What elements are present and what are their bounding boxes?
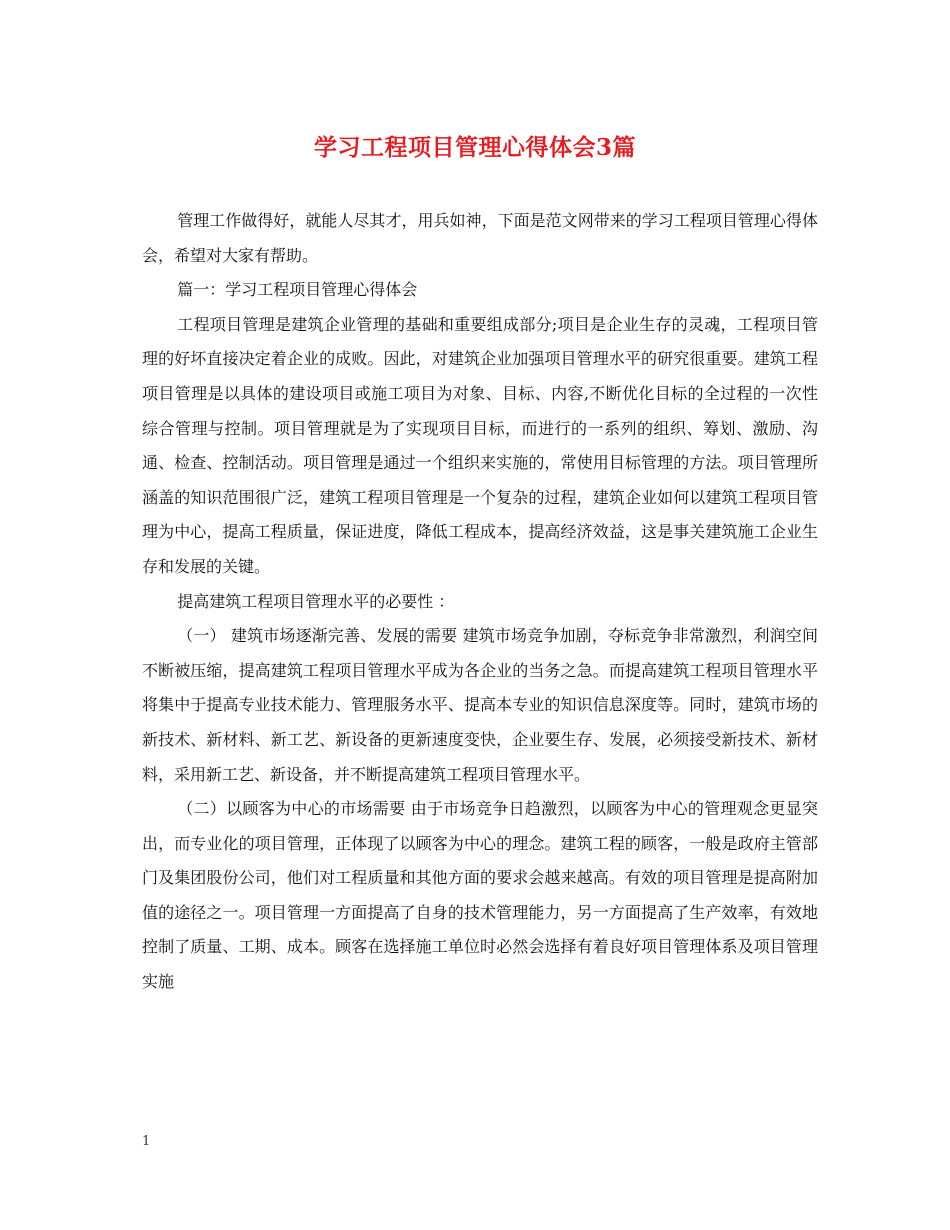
- subsection-heading: 提高建筑工程项目管理水平的必要性 ：: [177, 591, 455, 611]
- body-paragraph: （二）以顾客为中心的市场需要 由于市场竞争日趋激烈，以顾客为中心的管理观念更显突出，而专业化的项目管理，正体现了以顾客为中心的理念。建筑工程的顾客，一般是政府主管部门及集团股份公司，他们对工程质量和其他方面的要求会越来越高。有效的项目管理是提高附加值的途径之一。项目管理一方面提高了自身的技术管理能力，另一方面提高了生产效率，有效地控制了质量、工期、成本。顾客在选择施工单位时必然会选择有着良好项目管理体系及项目管理实施: [142, 799, 818, 992]
- body-paragraph: （一） 建筑市场逐渐完善、发展的需要 建筑市场竞争加剧，夺标竞争非常激烈，利润空间不断被压缩，提高建筑工程项目管理水平成为各企业的当务之急。而提高建筑工程项目管理水平将集中于提高专业技术能力、管理服务水平、提高本专业的知识信息深度等。同时，建筑市场的新技术、新材料、新工艺、新设备的更新速度变快，企业要生存、发展，必须接受新技术、新材料，采用新工艺、新设备，并不断提高建筑工程项目管理水平。: [142, 626, 818, 784]
- intro-paragraph: 管理工作做得好，就能人尽其才，用兵如神，下面是范文网带来的学习工程项目管理心得体会，希望对大家有帮助。: [142, 211, 818, 265]
- document-body: [142, 204, 818, 1000]
- page-number: 1: [142, 1134, 151, 1149]
- document-title: 学习工程项目管理心得体会3篇: [313, 134, 636, 161]
- body-paragraph: 工程项目管理是建筑企业管理的基础和重要组成部分;项目是企业生存的灵魂，工程项目管理的好坏直接决定着企业的成败。因此，对建筑企业加强项目管理水平的研究很重要。建筑工程项目管理是以具体的建设项目或施工项目为对象、目标、内容,不断优化目标的全过程的一次性综合管理与控制。项目管理就是为了实现项目目标，而进行的一系列的组织、筹划、激励、沟通、检查、控制活动。项目管理是通过一个组织来实施的，常使用目标管理的方法。项目管理所涵盖的知识范围很广泛，建筑工程项目管理是一个复杂的过程，建筑企业如何以建筑工程项目管理为中心，提高工程质量，保证进度，降低工程成本，提高经济效益，这是事关建筑施工企业生存和发展的关键。: [142, 314, 818, 576]
- section-heading: 篇一：学习工程项目管理心得体会: [177, 280, 418, 300]
